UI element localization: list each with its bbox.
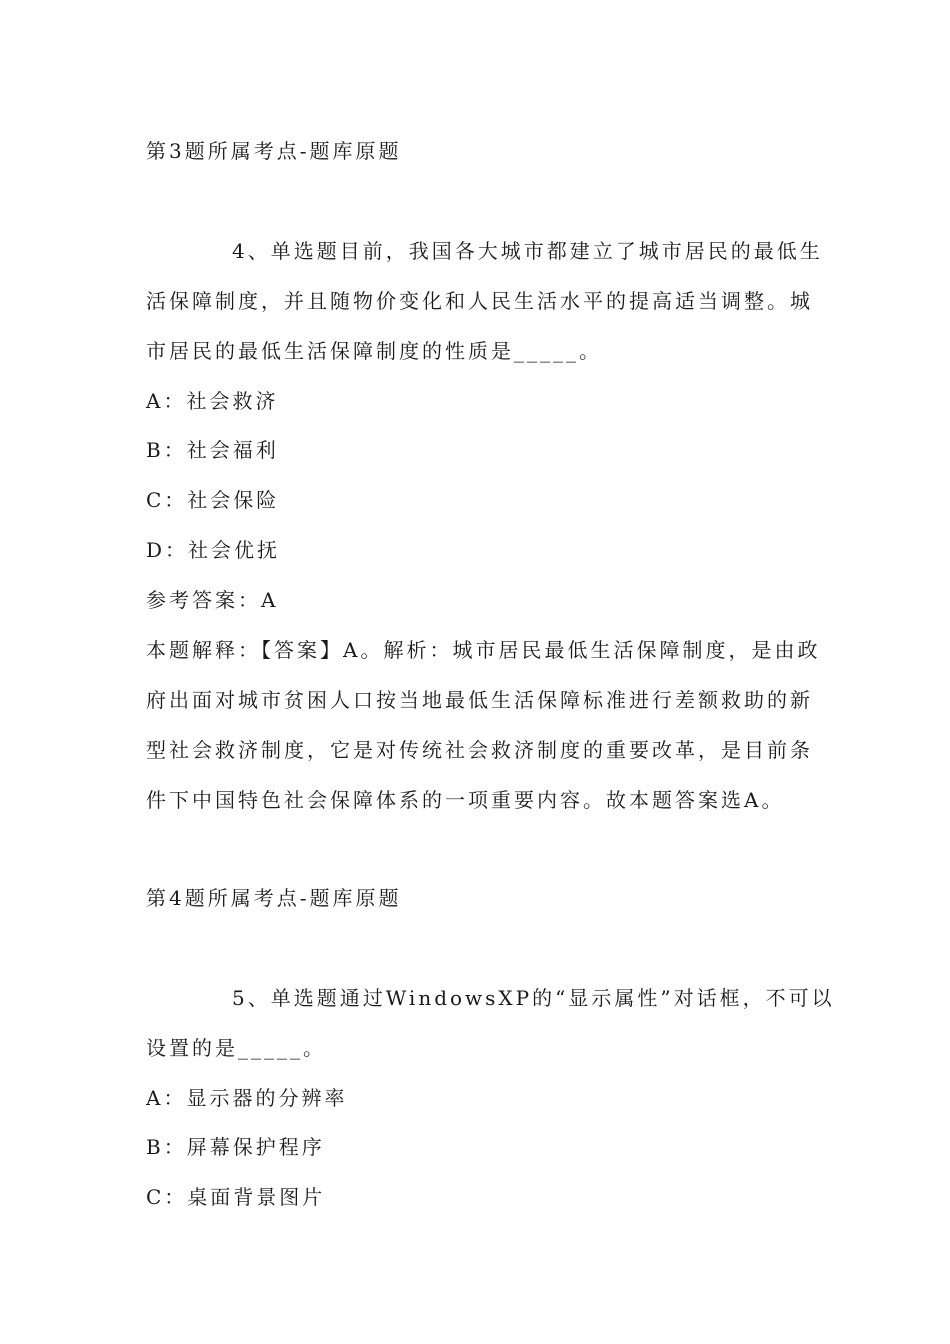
question-4-explanation-line-3: 型社会救济制度，它是对传统社会救济制度的重要改革，是目前条 (146, 738, 813, 762)
topic-note-q4: 第4题所属考点-题库原题 (146, 886, 402, 910)
question-5-text-line-1: 5、单选题通过WindowsXP的“显示属性”对话框，不可以 (232, 986, 835, 1010)
question-4-text-line-3: 市居民的最低生活保障制度的性质是_____。 (146, 339, 602, 363)
question-4-option-d: D：社会优抚 (146, 538, 281, 562)
question-5-option-a: A：显示器的分辨率 (146, 1086, 348, 1110)
topic-note-q3: 第3题所属考点-题库原题 (146, 139, 402, 163)
question-5-option-b: B：屏幕保护程序 (146, 1135, 325, 1159)
question-5-text-line-2: 设置的是_____。 (146, 1036, 326, 1060)
question-4-option-c: C：社会保险 (146, 488, 280, 512)
question-5-option-c: C：桌面背景图片 (146, 1185, 326, 1209)
question-4-option-a: A：社会救济 (146, 389, 279, 413)
question-4-explanation-line-1: 本题解释：【答案】A。解析：城市居民最低生活保障制度，是由政 (146, 638, 821, 662)
question-4-text-line-1: 4、单选题目前，我国各大城市都建立了城市居民的最低生 (232, 239, 823, 263)
question-4-text-line-2: 活保障制度，并且随物价变化和人民生活水平的提高适当调整。城 (146, 289, 813, 313)
question-4-explanation-line-4: 件下中国特色社会保障体系的一项重要内容。故本题答案选A。 (146, 788, 785, 812)
question-4-option-b: B：社会福利 (146, 438, 279, 462)
question-4-explanation-line-2: 府出面对城市贫困人口按当地最低生活保障标准进行差额救助的新 (146, 688, 813, 712)
question-4-answer: 参考答案：A (146, 588, 279, 612)
